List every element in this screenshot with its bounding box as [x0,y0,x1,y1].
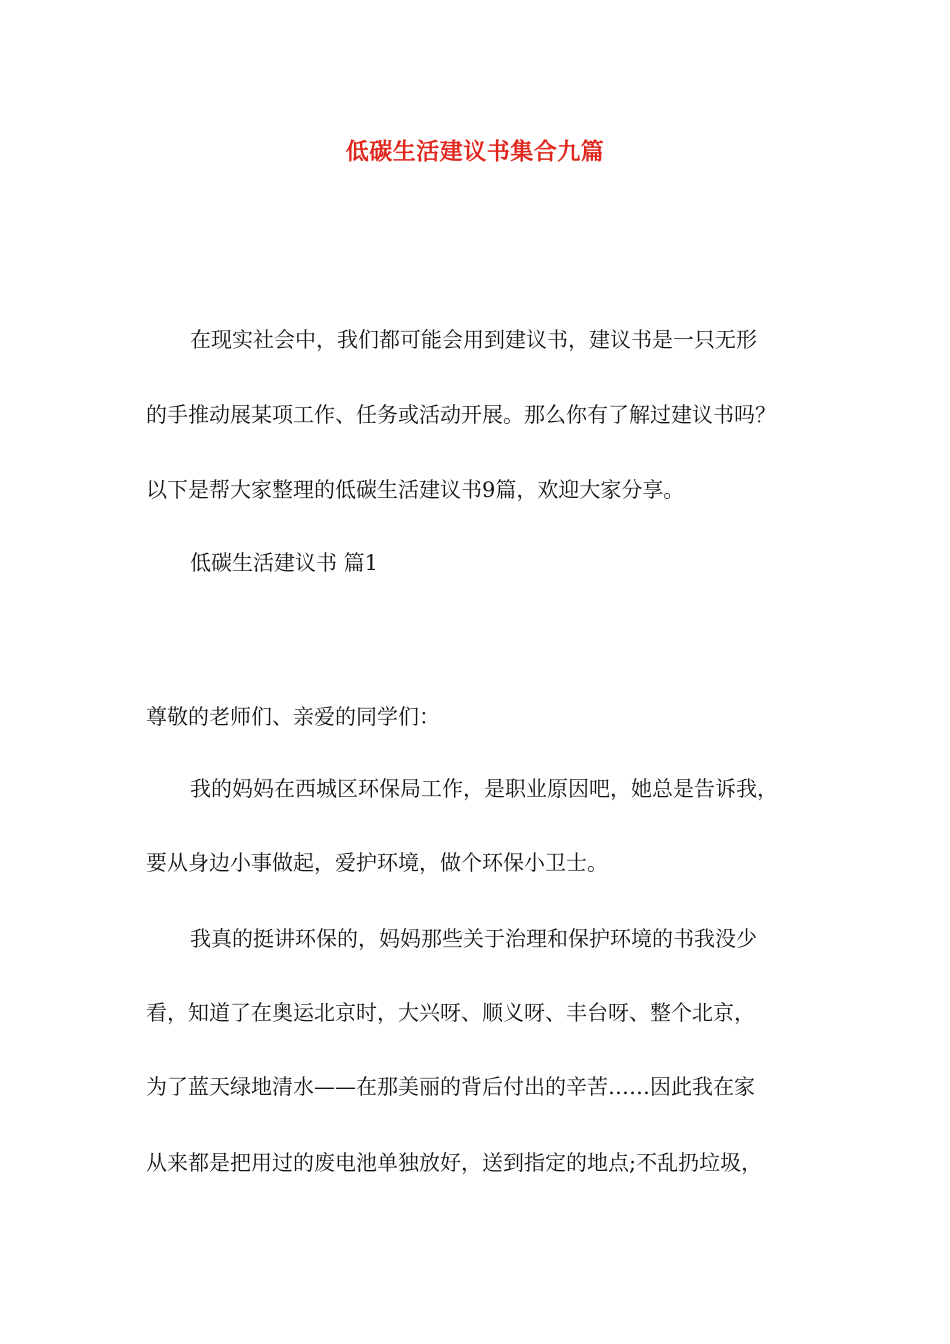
paragraph-line: 我的妈妈在西城区环保局工作，是职业原因吧，她总是告诉我， [190,777,778,801]
paragraph-line: 为了蓝天绿地清水——在那美丽的背后付出的辛苦……因此我在家 [146,1075,755,1099]
paragraph-line: 要从身边小事做起，爱护环境，做个环保小卫士。 [146,851,608,875]
section-heading: 低碳生活建议书 篇1 [190,551,379,575]
paragraph-line: 从来都是把用过的废电池单独放好，送到指定的地点;不乱扔垃圾， [146,1151,763,1175]
paragraph-line: 的手推动展某项工作、任务或活动开展。那么你有了解过建议书吗？ [146,403,776,427]
paragraph-line: 以下是帮大家整理的低碳生活建议书9篇，欢迎大家分享。 [146,478,685,502]
document-title: 低碳生活建议书集合九篇 [345,139,605,165]
salutation: 尊敬的老师们、亲爱的同学们： [146,705,440,729]
paragraph-line: 看，知道了在奥运北京时，大兴呀、顺义呀、丰台呀、整个北京， [146,1001,755,1025]
paragraph-line: 我真的挺讲环保的，妈妈那些关于治理和保护环境的书我没少 [190,927,757,951]
paragraph-line: 在现实社会中，我们都可能会用到建议书，建议书是一只无形 [190,328,757,352]
